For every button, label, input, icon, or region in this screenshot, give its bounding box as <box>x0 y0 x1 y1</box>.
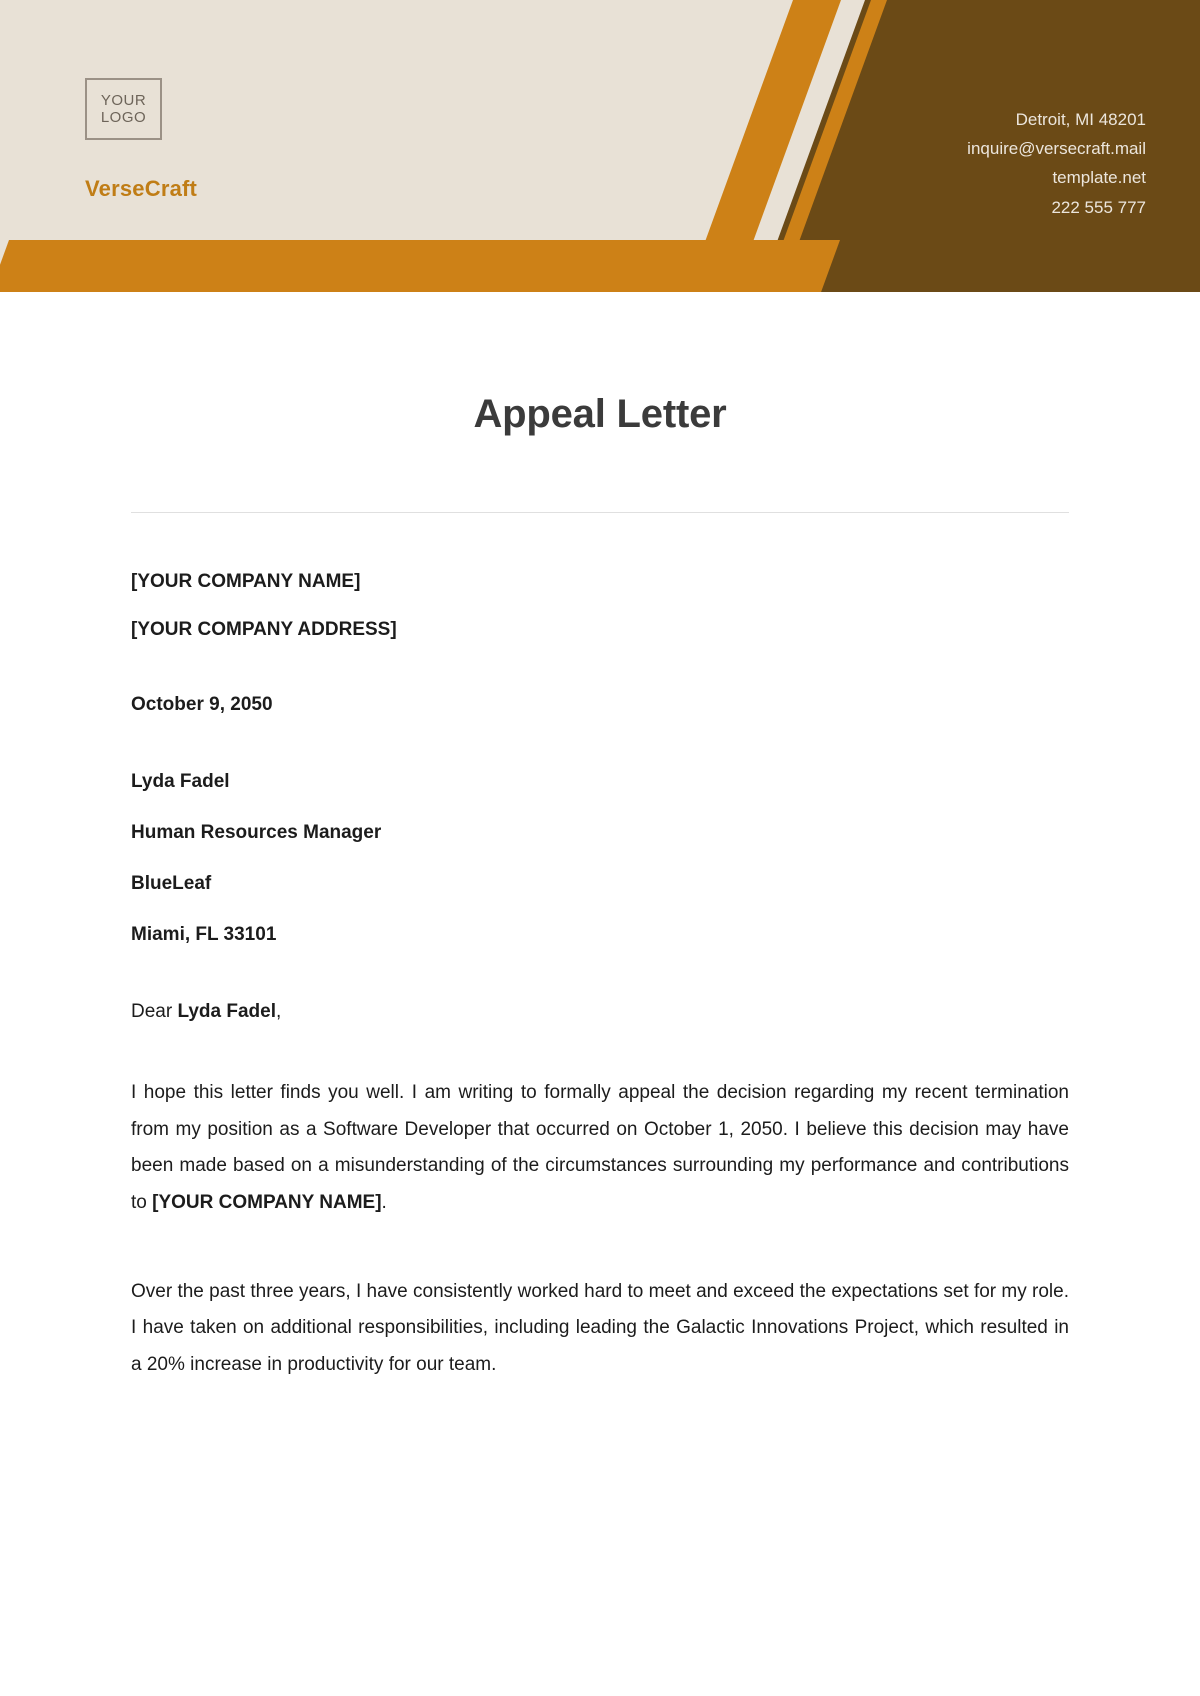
recipient-block <box>131 771 1069 946</box>
brand-name: VerseCraft <box>85 176 198 201</box>
letter-date: October 9, 2050 <box>131 694 273 715</box>
logo-line-1: YOUR <box>100 91 147 109</box>
paragraph-1-company-placeholder: [YOUR COMPANY NAME] <box>152 1191 382 1213</box>
logo-line-2: LOGO <box>100 109 147 126</box>
contact-block <box>967 105 1146 222</box>
paragraph-1-part-2: . <box>381 1191 387 1213</box>
contact-address: Detroit, MI 48201 <box>1015 110 1146 129</box>
paragraph-1 <box>131 1075 1069 1222</box>
salutation-prefix: Dear <box>131 1001 178 1022</box>
sender-company-name: [YOUR COMPANY NAME] <box>131 571 361 592</box>
paragraph-2: Over the past three years, I have consistently worked hard to meet and exceed the expectations set for my role. I have taken on additional responsibilities, including leading the Galactic Innovations Project, which resulted in a 20% increase in productivity for our team. <box>131 1280 1069 1375</box>
header-bottom-orange-bar-left <box>0 240 100 292</box>
contact-phone: 222 555 777 <box>1051 197 1146 217</box>
salutation-name: Lyda Fadel <box>177 1001 277 1022</box>
page-title: Appeal Letter <box>473 392 727 436</box>
recipient-location: Miami, FL 33101 <box>131 924 277 945</box>
letter-body <box>0 392 1200 1384</box>
salutation-suffix: , <box>276 1001 282 1022</box>
paragraph-1-part-1: I hope this letter finds you well. I am writing to formally appeal the decision regarding my recent termination from my position as a Software Developer that occurred on October 1, 2050. I believe this decision may have been made based on a misunderstanding of the circumstances surrounding my performance and contributions to <box>131 1082 1069 1213</box>
contact-email: inquire@versecraft.mail <box>967 139 1146 159</box>
sender-company-address: [YOUR COMPANY ADDRESS] <box>131 619 397 640</box>
recipient-name: Lyda Fadel <box>131 771 230 792</box>
contact-website: template.net <box>1052 168 1146 188</box>
header-bottom-orange-bar <box>0 240 840 292</box>
logo-placeholder-icon <box>85 78 162 140</box>
recipient-company: BlueLeaf <box>131 873 212 894</box>
letterhead-header <box>0 0 1200 292</box>
recipient-title: Human Resources Manager <box>131 822 382 843</box>
salutation <box>131 1001 1069 1023</box>
